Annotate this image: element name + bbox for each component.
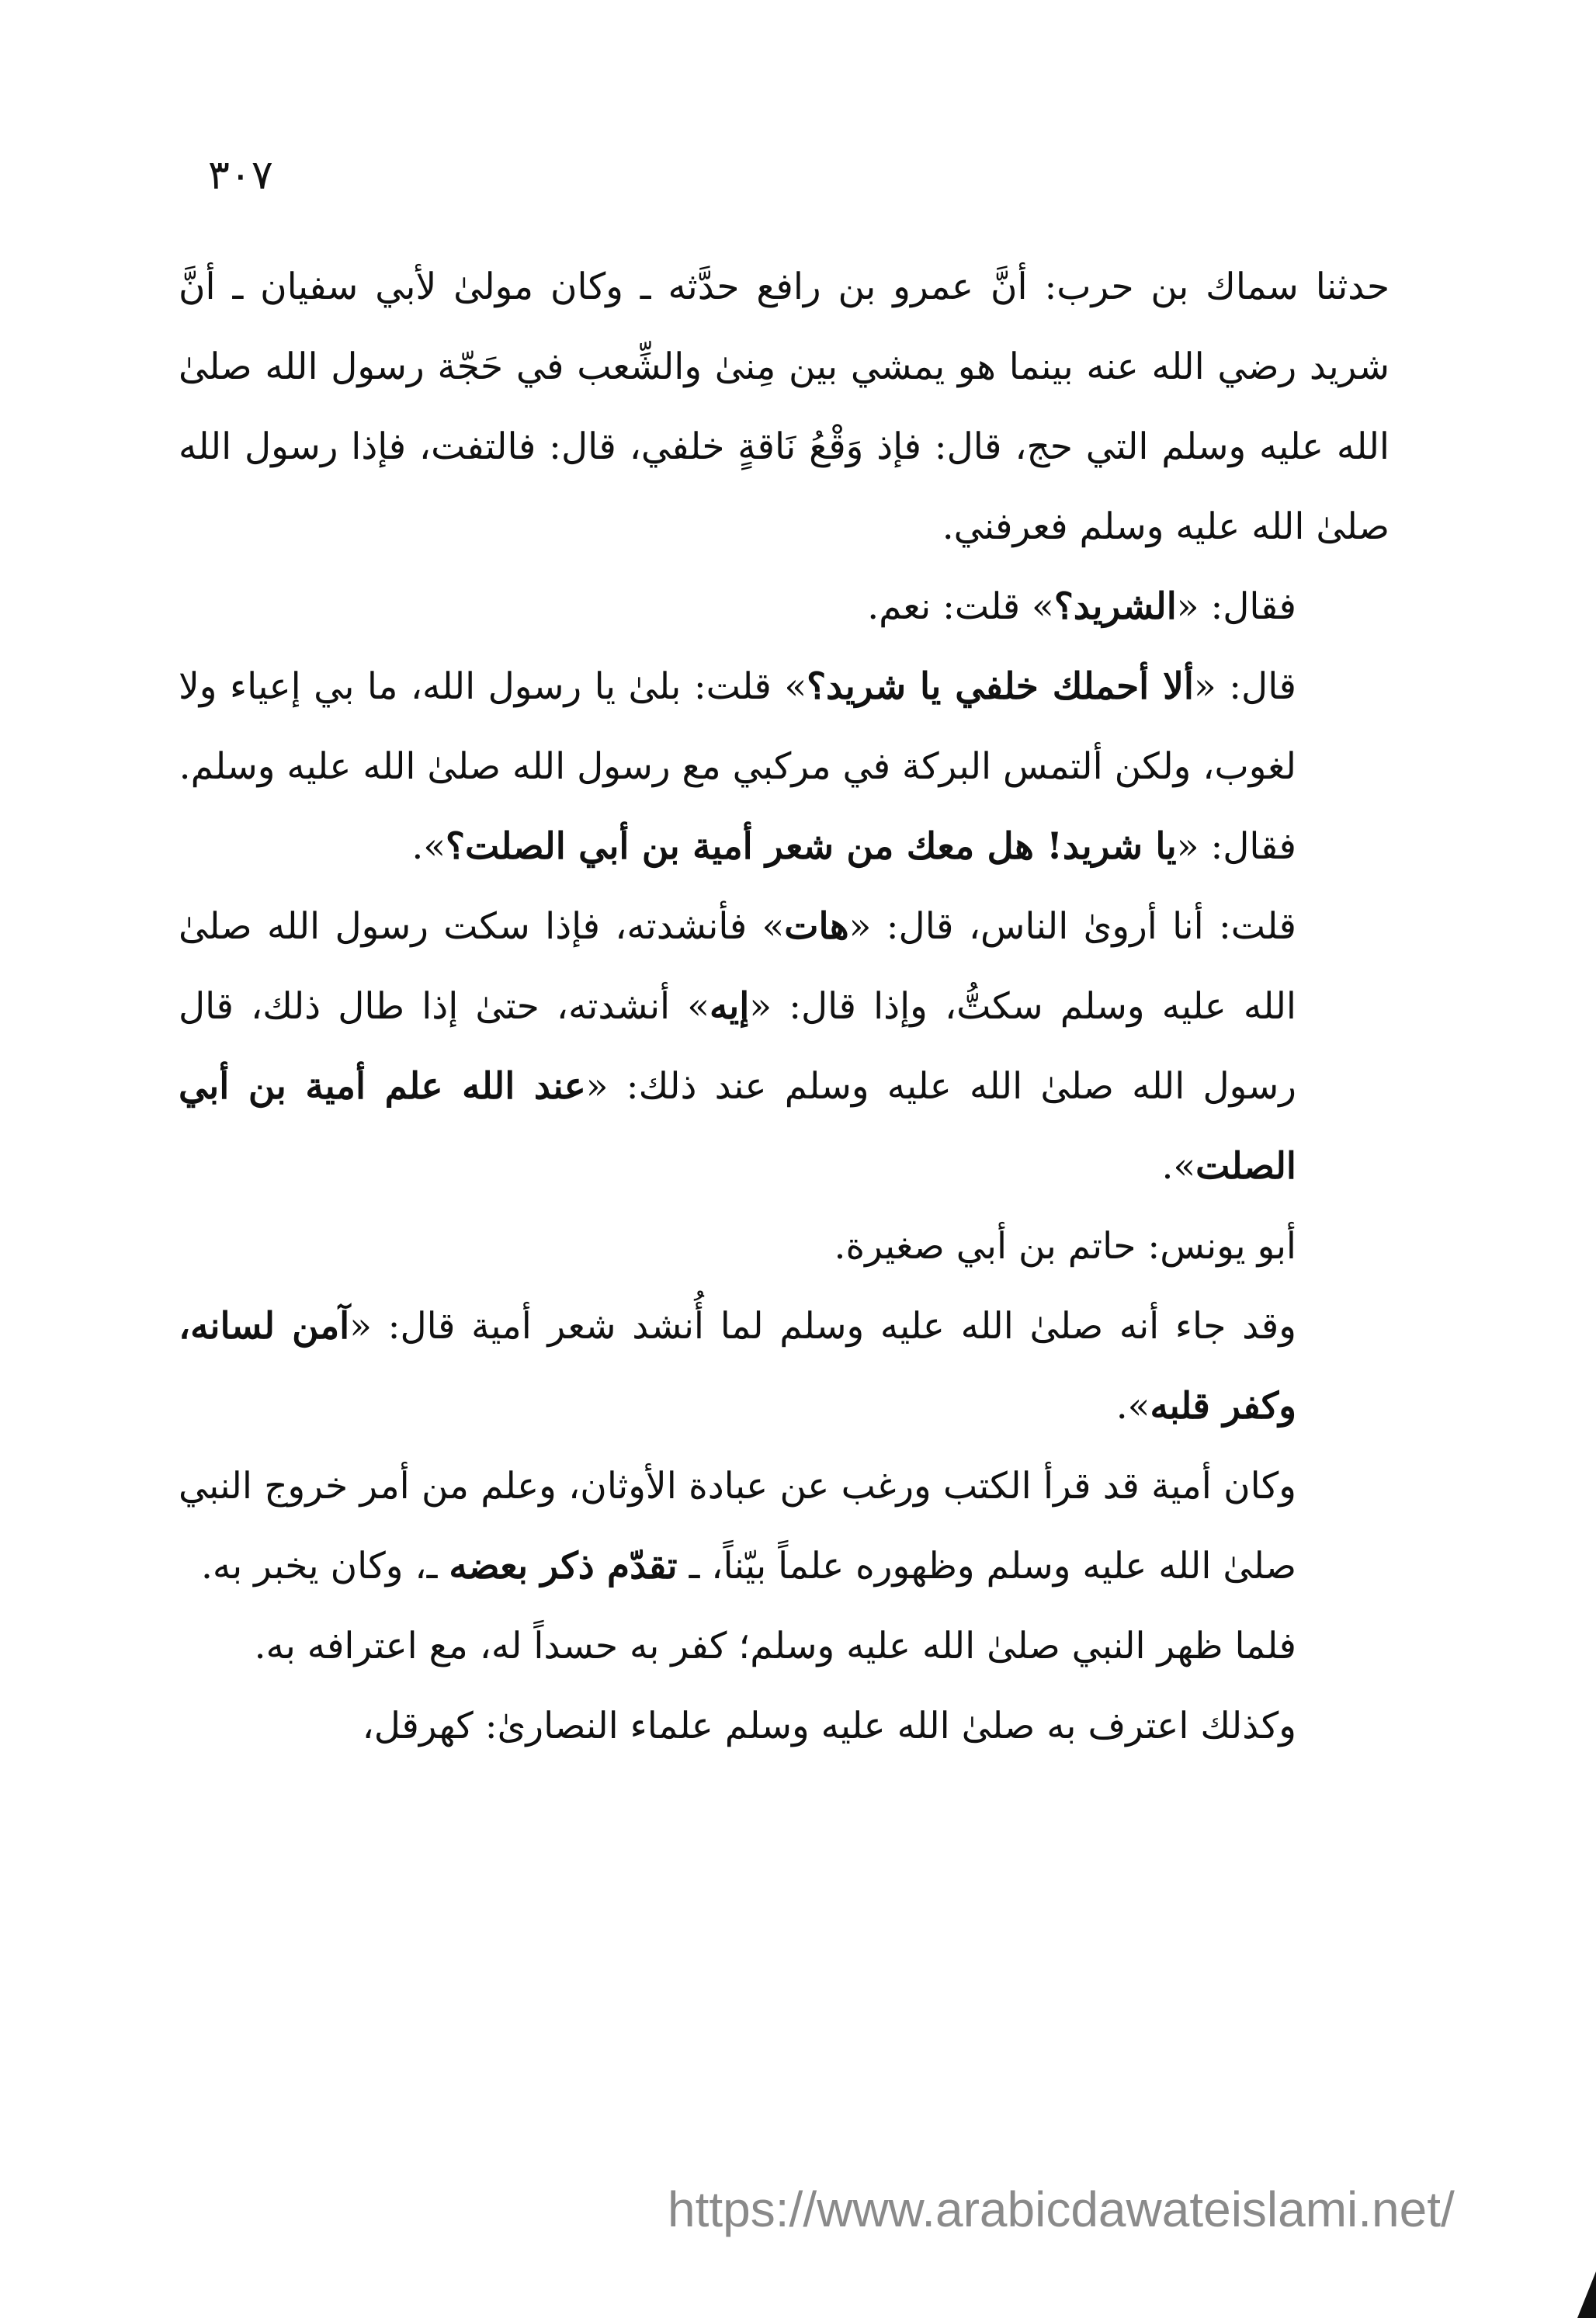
body-text-segment: حدثنا سماك بن حرب: أنَّ عمرو بن رافع حدَّثه ـ وكان مولىٰ لأبي سفيان ـ أنَّ شريد رضي الله عنه بينما هو يمشي بين مِنىٰ والشِّعب في حَجّة رسول الله صلىٰ الله عليه وسلم التي حج، قال: فإذ وَقْعُ نَاقةٍ خلفي، قال: فالتفت، فإذا رسول الله صلىٰ الله عليه وسلم فعرفني. bbox=[179, 265, 1390, 548]
quoted-text: الشريد؟ bbox=[1053, 585, 1177, 628]
body-text-segment: أبو يونس: حاتم بن أبي صغيرة. bbox=[834, 1225, 1296, 1268]
body-text-segment: ـ، وكان يخبر به. bbox=[200, 1545, 449, 1588]
quoted-text: عند الله علم أمية بن أبي الصلت bbox=[179, 1065, 1296, 1188]
body-text-segment: وقد جاء أنه صلىٰ الله عليه وسلم لما أُنشد شعر أمية قال: « bbox=[349, 1305, 1296, 1348]
quoted-text: آمن لسانه، وكفر قلبه bbox=[179, 1305, 1296, 1428]
body-text-segment: وكان أمية قد قرأ الكتب ورغب عن عبادة الأوثان، وعلم من أمر خروج النبي صلىٰ الله عليه وسلم وظهوره علماً بيّناً، ـ bbox=[179, 1465, 1296, 1588]
body-text-segment: قال: « bbox=[1193, 665, 1296, 708]
quoted-text: ألا أحملك خلفي يا شريد؟ bbox=[807, 665, 1194, 708]
body-text-segment: » أنشدته، حتىٰ إذا طال ذلك، قال رسول الله صلىٰ الله عليه وسلم عند ذلك: « bbox=[179, 985, 1296, 1108]
footer-url: https://www.arabicdawateislami.net/ bbox=[668, 2181, 1455, 2237]
corner-mark bbox=[1577, 2271, 1596, 2318]
paragraph bbox=[179, 1206, 1390, 1286]
body-text-segment: » قلت: نعم. bbox=[867, 585, 1054, 628]
body-text-segment: ». bbox=[1161, 1145, 1196, 1188]
paragraph bbox=[179, 647, 1390, 807]
paragraph bbox=[179, 247, 1390, 567]
body-text-segment: » فأنشدته، فإذا سكت رسول الله صلىٰ الله عليه وسلم سكتُّ، وإذا قال: « bbox=[179, 905, 1296, 1028]
body-text-segment: ». bbox=[1115, 1385, 1150, 1428]
paragraph bbox=[179, 887, 1390, 1206]
paragraph bbox=[179, 1286, 1390, 1446]
paragraph bbox=[179, 1606, 1390, 1686]
quoted-text: هات bbox=[784, 905, 849, 948]
body-text bbox=[179, 247, 1390, 1766]
quoted-text: إيه bbox=[709, 985, 750, 1028]
body-text-segment: فقال: « bbox=[1176, 585, 1296, 628]
paragraph bbox=[179, 567, 1390, 647]
paragraph bbox=[179, 807, 1390, 887]
body-text-segment: فقال: « bbox=[1176, 825, 1296, 868]
quoted-text: تقدّم ذكر بعضه bbox=[449, 1545, 678, 1588]
paragraph bbox=[179, 1446, 1390, 1606]
body-text-segment: » قلت: بلىٰ يا رسول الله، ما بي إعياء ولا لغوب، ولكن ألتمس البركة في مركبي مع رسول الله صلىٰ الله عليه وسلم. bbox=[179, 665, 1296, 788]
body-text-segment: فلما ظهر النبي صلىٰ الله عليه وسلم؛ كفر به حسداً له، مع اعترافه به. bbox=[254, 1625, 1296, 1667]
page-number: ٣٠٧ bbox=[208, 152, 273, 199]
body-text-segment: قلت: أنا أروىٰ الناس، قال: « bbox=[848, 905, 1296, 948]
quoted-text: يا شريد! هل معك من شعر أمية بن أبي الصلت؟ bbox=[446, 825, 1177, 868]
body-text-segment: وكذلك اعترف به صلىٰ الله عليه وسلم علماء النصارىٰ: كهرقل، bbox=[362, 1705, 1296, 1747]
paragraph bbox=[179, 1686, 1390, 1766]
body-text-segment: ». bbox=[411, 825, 446, 868]
